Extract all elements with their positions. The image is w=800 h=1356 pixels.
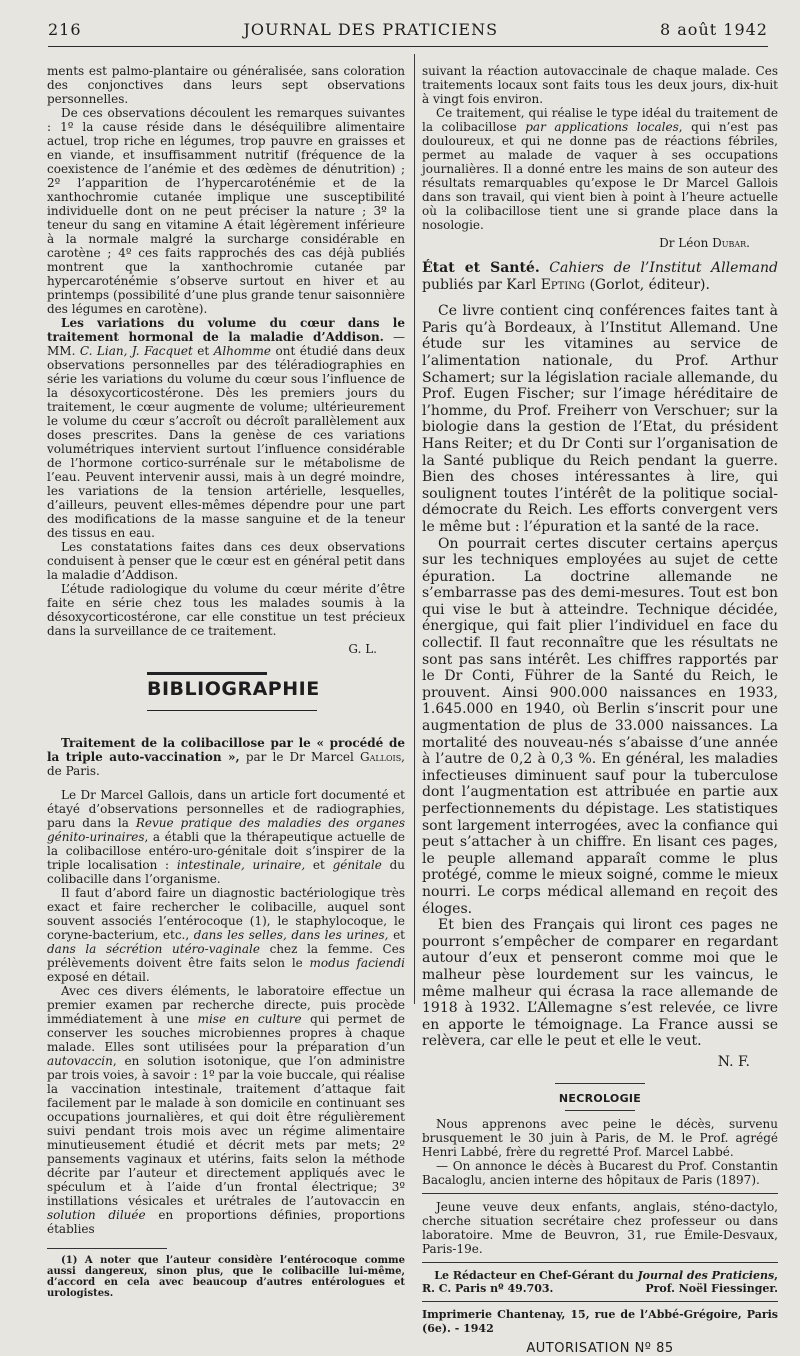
header-rule	[48, 46, 768, 47]
paragraph-addison: Les variations du volume du cœur dans le traitement hormonal de la maladie d’Addison. — MM. C. Lian, J. Facquet et Alhomme ont étudié dans deux observations personnelles par des téléradiographies en série les variations du volume du cœur sous l’influence de la désoxycorticostérone. Dès les premiers jours du traitement, le cœur augmente de volume; ultérieurement le volume du cœur s’accroît ou décroît parallèlement aux doses prescrites. Dans la genèse de ces variations volumétriques intervient surtout l’influence considérable de l’hormone cortico-surrénale sur le métabolisme de l’eau. Peuvent intervenir aussi, mais à un degré moindre, les variations de la tension artérielle, lesquelles, d’ailleurs, peuvent elles-mêmes dépendre pour une part des modifications de la masse sanguine et de la teneur des tissus en eau.	[47, 316, 406, 540]
spacer	[422, 293, 778, 303]
necrologie-title: NECROLOGIE	[558, 1091, 642, 1105]
review-author: Gallois	[359, 750, 402, 764]
signature: Dr Léon Dubar.	[659, 236, 750, 250]
classified-ad: Jeune veuve deux enfants, anglais, sténo-dactylo, cherche situation secrétaire chez professeur ou dans laboratoire. Mme de Beuvron, 31, rue Émile-Desvaux, Paris-19e.	[422, 1199, 778, 1256]
printer-credit: Imprimerie Chantenay, 15, rue de l’Abbé-Grégoire, Paris (6e). - 1942	[422, 1307, 778, 1335]
paragraph: Avec ces divers éléments, le laboratoire effectue un premier examen par recherche directe, puis procède immédiatement à une mise en culture qui permet de conserver les souches microbiennes propres à chaque malade. Elles sont utilisées pour la préparation d’un autovaccin, en solution isotonique, que l’on administre par trois voies, à savoir : 1º par la voie buccale, qui réalise la vaccination intestinale, traitement d’attaque fait facilement par le malade à son domicile en continuant ses occupations journalières, et qui doit être régulièrement suivi pendant trois mois avec un régime alimentaire minutieusement étudié et décrit mets par mets; 2º pansements vaginaux et utérins, faits selon la méthode décrite par l’auteur et directement appliqués avec le spéculum et à l’aide d’un frontal électrique; 3º instillations vésicales et urétrales de l’autovaccin en solution diluée en proportions définies, proportions établies	[47, 984, 406, 1236]
divider	[422, 1262, 778, 1263]
column-divider	[414, 54, 415, 1004]
review-title: Traitement de la colibacillose par le « procédé de la triple auto-vaccination »,	[47, 736, 405, 764]
section-rule	[555, 1083, 645, 1084]
journal-title: JOURNAL DES PRATICIENS	[243, 20, 499, 39]
footnote: (1) A noter que l’auteur considère l’entérocoque comme aussi dangereux, sinon plus, que le colibacille lui-même, d’accord en cela avec beaucoup d’autres entérologues et urologistes.	[47, 1255, 405, 1299]
footnote-rule	[47, 1248, 167, 1249]
paragraph: ments est palmo-plantaire ou généralisée, sans coloration des conjonctives dans leurs sept observations personnelles.	[47, 64, 405, 106]
issue-date: 8 août 1942	[660, 20, 768, 39]
review-heading: Traitement de la colibacillose par le « procédé de la triple auto-vaccination », par le Dr Marcel Gallois, de Paris.	[47, 736, 405, 778]
paragraph: L’étude radiologique du volume du cœur mérite d’être faite en série chez tous les malades soumis à la désoxycorticostérone, car elle constitue un test précieux dans la surveillance de ce traitement.	[47, 582, 405, 638]
review-heading: État et Santé. Cahiers de l’Institut Allemand publiés par Karl Epting (Gorlot, éditeur).	[422, 260, 778, 293]
bibliographie-banner	[47, 664, 405, 730]
editor-credit: Le Rédacteur en Chef-Gérant du Journal des Praticiens, R. C. Paris nº 49.703. Prof. Noël Fiessinger.	[422, 1268, 778, 1295]
banner-bar	[147, 672, 267, 675]
paragraph: Nous apprenons avec peine le décès, survenu brusquement le 30 juin à Paris, de M. le Prof. agrégé Henri Labbé, frère du regretté Prof. Marcel Labbé.	[422, 1116, 778, 1159]
article-title: Les variations du volume du cœur dans le traitement hormonal de la maladie d’Addison.	[47, 316, 405, 344]
divider	[422, 1301, 778, 1302]
paragraph: Il faut d’abord faire un diagnostic bactériologique très exact et faire rechercher le colibacille, auquel sont souvent associés l’entérocoque (1), le staphylocoque, le coryne-bacterium, etc., dans les selles, dans les urines, et dans la sécrétion utéro-vaginale chez la femme. Ces prélèvements doivent être faits selon le modus faciendi exposé en détail.	[47, 886, 405, 984]
paragraph: Ce traitement, qui réalise le type idéal du traitement de la colibacillose par applications locales, qui n’est pas douloureux, et qui ne donne pas de réactions fébriles, permet au malade de vaquer à ses occupations journalières. Il a donné entre les mains de son auteur des résultats remarquables qu’expose le Dr Marcel Gallois dans son travail, qui vient bien à point à l’heure actuelle où la colibacillose tient une si grande place dans la nosologie.	[422, 106, 779, 232]
author: Alhomme	[213, 344, 272, 358]
review-author: Epting	[540, 276, 586, 293]
signature: N. F.	[717, 1053, 750, 1070]
review-title: État et Santé.	[422, 260, 540, 276]
paragraph: Ce livre contient cinq conférences faites tant à Paris qu’à Bordeaux, à l’Institut Allemand. Une étude sur les vitamines au service de l’alimentation nationale, du Prof. Arthur Schamert; sur la législation raciale allemande, du Prof. Eugen Fischer; sur l’image héréditaire de l’homme, du Prof. Freiherr von Verschuer; sur la biologie dans la gestion de l’Etat, du président Hans Reiter; et du Dr Conti sur l’organisation de la Santé publique du Reich pendant la guerre. Bien des choses intéressantes à lire, qui soulignent toutes l’intérêt de la politique social-démocrate du Reich. Les efforts convergent vers le même but : l’épuration et la santé de la race.	[422, 303, 778, 535]
page-header	[48, 20, 768, 44]
spacer	[47, 778, 405, 788]
banner-underline	[147, 710, 317, 711]
paragraph: De ces observations découlent les remarques suivantes : 1º la cause réside dans le déséquilibre alimentaire actuel, trop riche en légumes, trop pauvre en graisses et en viande, et insuffisamment nutritif (fréquence de la coexistence de l’anémie et des œdèmes de dénutrition) ; 2º l’apparition de l’hypercaroténémie et de la xanthochromie cutanée implique une susceptibilité individuelle dont on ne peut préciser la nature ; 3º la teneur du sang en vitamine A était légèrement inférieure à la normale malgré la surcharge considérable en carotène ; 4º ces faits rapprochés des cas déjà publiés montrent que la xanthochromie cutanée par hypercaroténémie s’observe surtout en hiver et au printemps (possibilité d’une plus grande tenur saisonnière des légumes en carotène).	[47, 106, 405, 316]
divider	[422, 1193, 778, 1194]
etat-sante-review	[422, 260, 778, 1071]
page-number: 216	[48, 20, 82, 39]
spacer	[422, 250, 778, 260]
right-column	[422, 64, 778, 1356]
paragraph: On pourrait certes discuter certains aperçus sur les techniques employées au sujet de cette épuration. La doctrine allemande ne s’embarrasse pas des demi-mesures. Tout est bon qui vise le but à atteindre. Technique décidée, énergique, qui fait plier l’individuel en face du collectif. Il faut reconnaître que les résultats ne sont pas sans intérêt. Les chiffres rapportés par le Dr Conti, Führer de la Santé du Reich, le prouvent. Ainsi 900.000 naissances en 1933, 1.645.000 en 1940, où Berlin s’inscrit pour une augmentation de plus de 33.000 naissances. La mortalité des nouveau-nés s’abaisse d’une année à l’autre de 0,2 à 0,3 %. En général, les maladies infectieuses diminuent sauf pour la tuberculose dont l’augmentation est attribuée en partie aux perfectionnements du dépistage. Les statistiques sont largement interrogées, avec la confiance qui peut s’attacher à un chiffre. En lisant ces pages, le peuple allemand apparaît comme le plus protégé, comme le mieux soigné, comme le mieux nourri. Le corps médical allemand en reçoit des éloges.	[422, 535, 778, 917]
signature: G. L.	[348, 642, 377, 656]
paragraph: Et bien des Français qui liront ces pages ne pourront s’empêcher de comparer en regardant autour d’eux et penseront comme moi que le malheur pèse lourdement sur les vaincus, le même malheur qui écrasa la race allemande de 1918 à 1932. L’Allemagne s’est relevée, ce livre en apporte le témoignage. La France aussi se relèvera, car elle le peut et elle le veut.	[422, 917, 778, 1050]
paragraph: suivant la réaction autovaccinale de chaque malade. Ces traitements locaux sont faits tous les deux jours, dix-huit à vingt fois environ.	[422, 64, 778, 106]
paragraph: Les constatations faites dans ces deux observations conduisent à penser que le cœur est en général petit dans la maladie d’Addison.	[47, 540, 405, 582]
necrologie-underline	[565, 1110, 635, 1111]
book-title: Cahiers de l’Institut Allemand	[539, 260, 778, 276]
paragraph: — On annonce le décès à Bucarest du Prof. Constantin Bacaloglu, ancien interne des hôpitaux de Paris (1897).	[422, 1158, 778, 1187]
paragraph: Le Dr Marcel Gallois, dans un article fort documenté et étayé d’observations personnelles et de radiographies, paru dans la Revue pratique des maladies des organes génito-urinaires, a établi que la thérapeutique actuelle de la colibacillose entéro-uro-génitale doit s’inspirer de la triple localisation : intestinale, urinaire, et génitale du colibacille dans l’organisme.	[47, 788, 405, 886]
authors: C. Lian, J. Facquet	[79, 344, 193, 358]
left-column	[47, 64, 405, 1299]
authorization-number: AUTORISATION Nº 85	[526, 1340, 674, 1356]
section-title: BIBLIOGRAPHIE	[147, 678, 320, 700]
